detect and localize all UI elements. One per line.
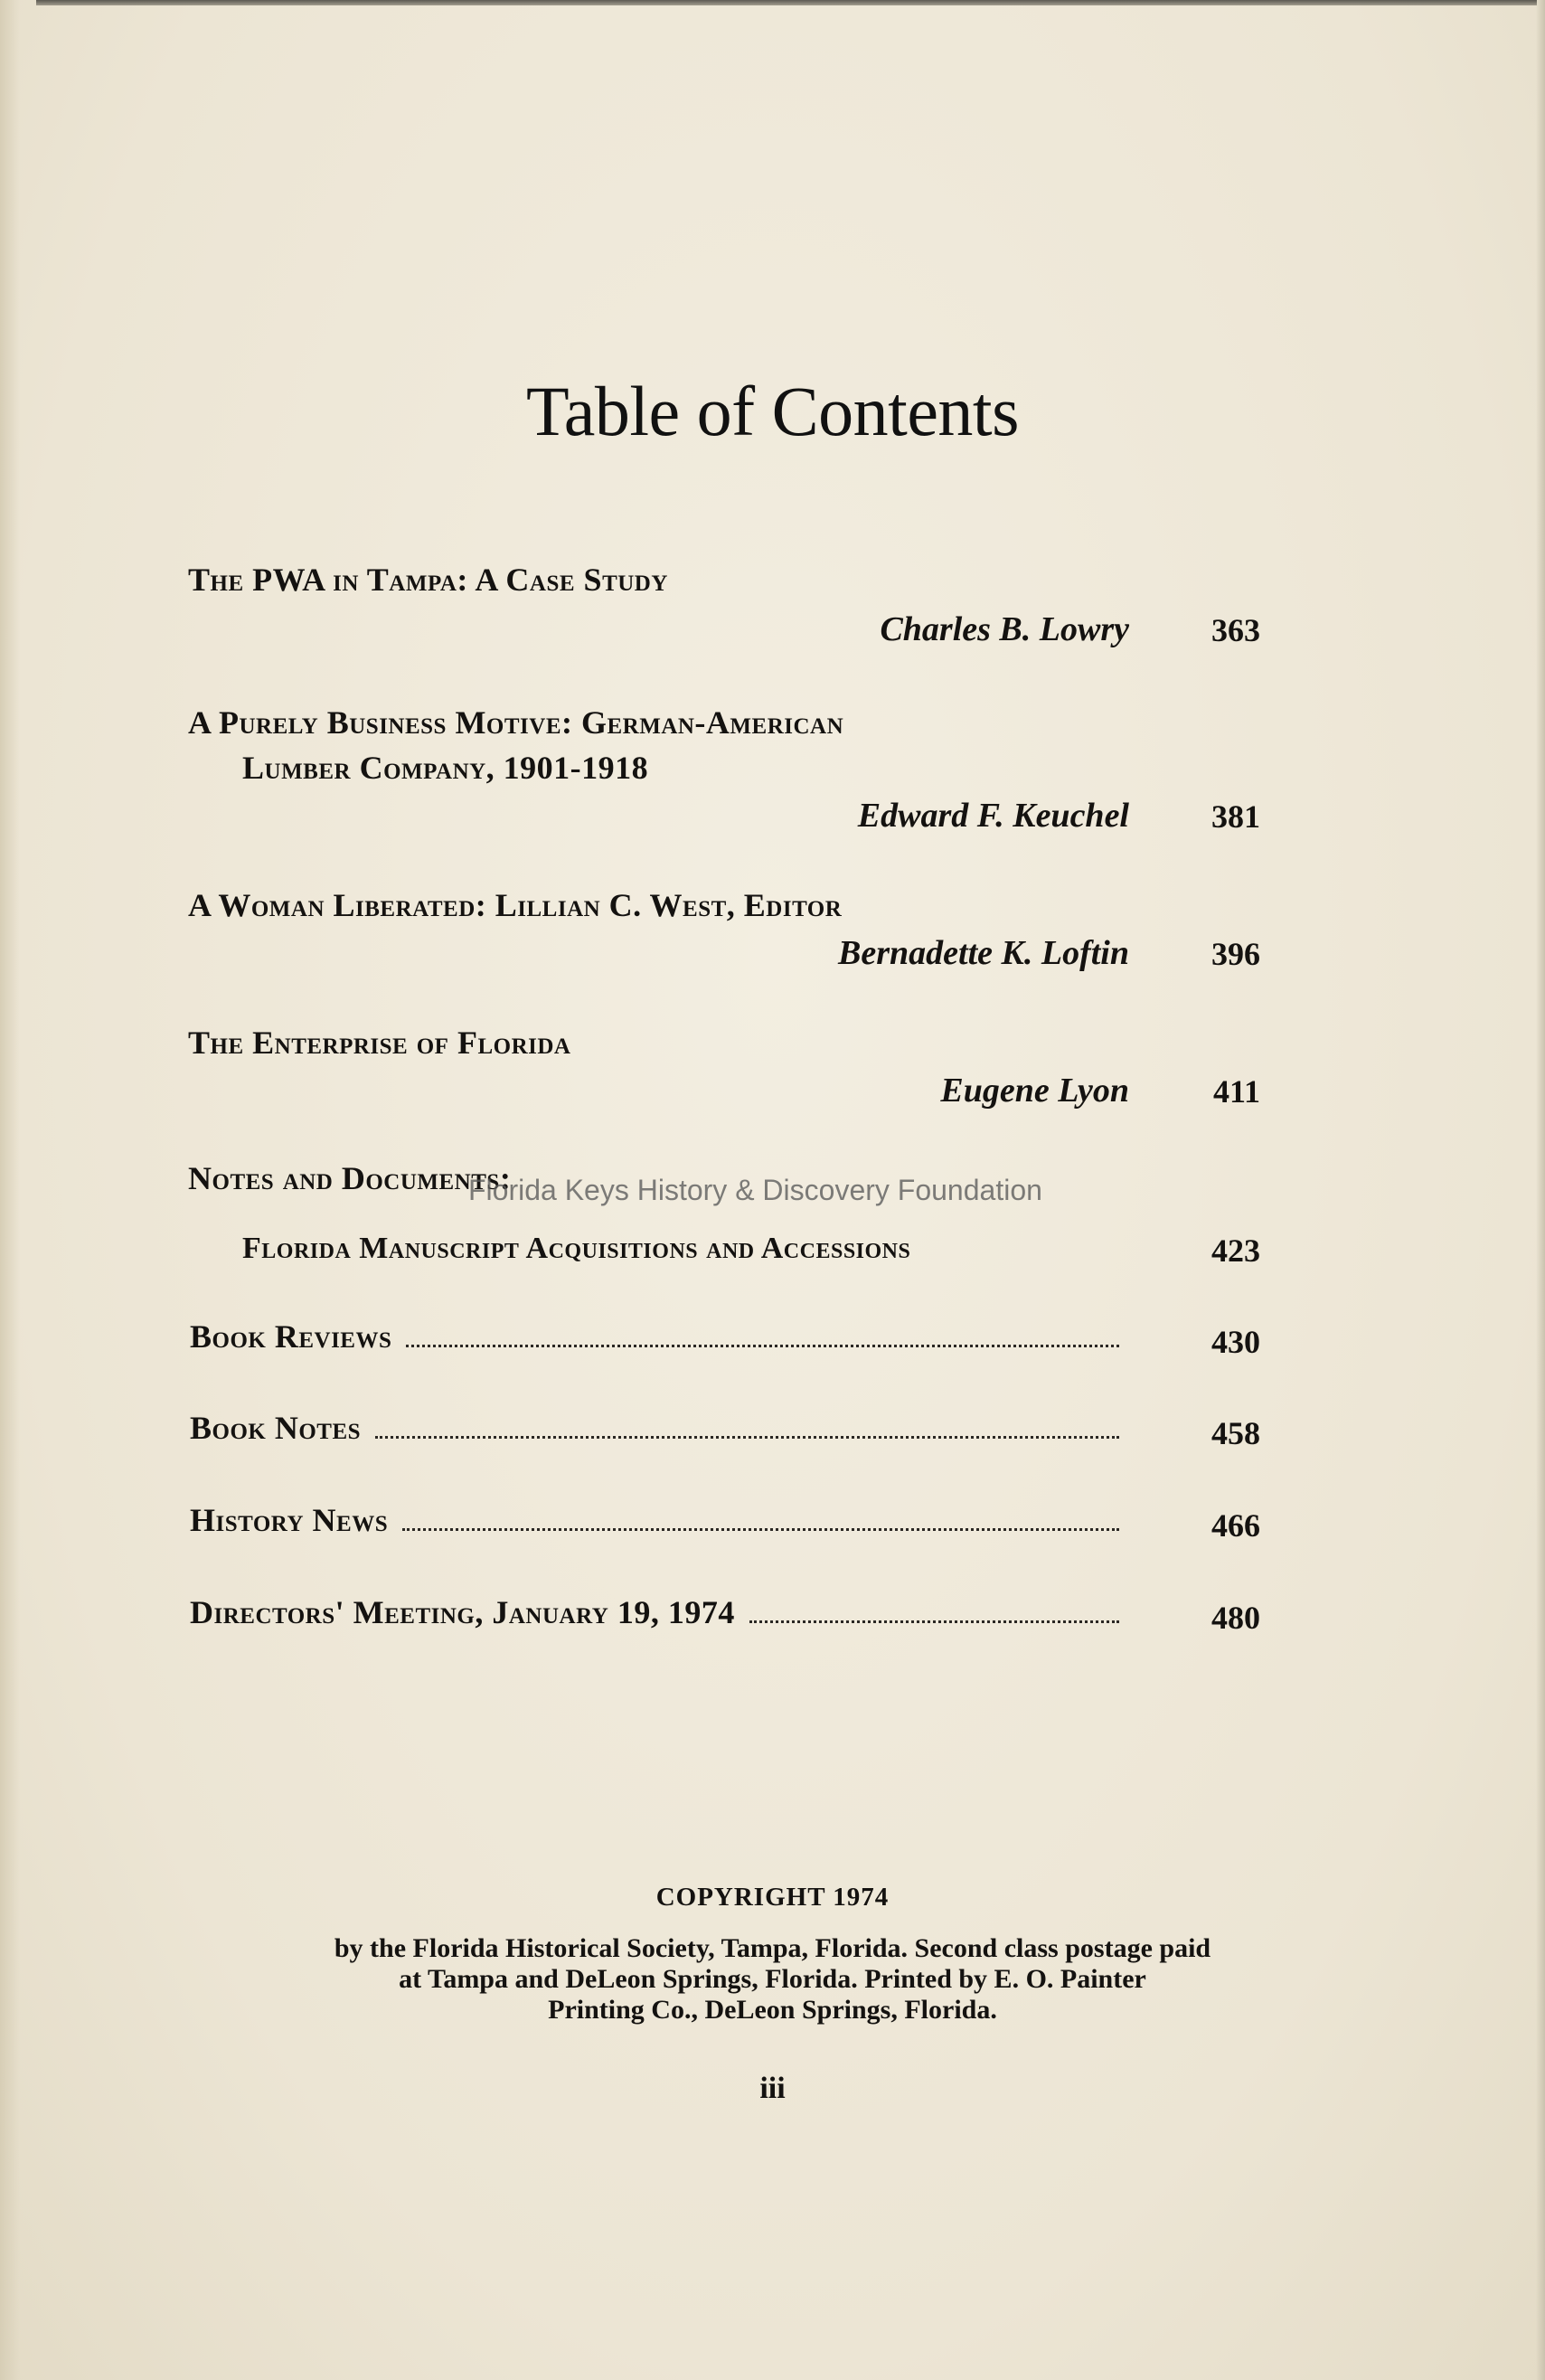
watermark: Florida Keys History & Discovery Foundation	[468, 1174, 1042, 1206]
section-row-book-reviews	[190, 1318, 1130, 1356]
notes-item-title: Florida Manuscript Acquisitions and Accessions	[242, 1232, 911, 1265]
dot-leader	[749, 1620, 1119, 1623]
section-title-book-notes: Book Notes	[190, 1410, 362, 1446]
entry-author-keuchel: Edward F. Keuchel	[857, 797, 1129, 835]
entry-title-pwa-tampa: The PWA in Tampa: A Case Study	[188, 562, 668, 598]
copyright-text	[181, 1933, 1364, 2026]
binding-shadow	[0, 0, 20, 2380]
entry-author-lowry: Charles B. Lowry	[880, 610, 1129, 648]
notes-heading: Notes and Documents:	[188, 1160, 512, 1196]
page-title: Table of Contents	[526, 372, 1019, 450]
dot-leader	[375, 1435, 1119, 1439]
entry-page-363: 363	[1211, 612, 1260, 648]
entry-title-business-motive-line1: A Purely Business Motive: German-American	[188, 704, 844, 741]
section-row-history-news	[190, 1501, 1130, 1540]
section-title-history-news: History News	[190, 1502, 389, 1538]
entry-author-lyon: Eugene Lyon	[940, 1072, 1129, 1110]
section-title-book-reviews: Book Reviews	[190, 1318, 392, 1355]
top-edge-rule	[36, 0, 1537, 5]
entry-author-loftin: Bernadette K. Loftin	[838, 934, 1129, 972]
copyright-line-1: by the Florida Historical Society, Tampa, Florida. Second class postage paid	[334, 1933, 1211, 1963]
notes-item-page: 423	[1211, 1232, 1260, 1269]
section-page-466: 466	[1211, 1507, 1260, 1544]
section-page-458: 458	[1211, 1415, 1260, 1451]
section-row-book-notes	[190, 1409, 1130, 1448]
section-page-430: 430	[1211, 1324, 1260, 1360]
dot-leader	[402, 1527, 1119, 1531]
copyright-line-3: Printing Co., DeLeon Springs, Florida.	[548, 1995, 997, 2025]
page-number: iii	[759, 2072, 786, 2105]
entry-page-381: 381	[1211, 798, 1260, 835]
entry-page-411: 411	[1212, 1073, 1260, 1110]
copyright-heading: COPYRIGHT 1974	[655, 1883, 890, 1912]
page-edge	[1536, 0, 1545, 2380]
entry-title-woman-liberated: A Woman Liberated: Lillian C. West, Editor	[188, 887, 843, 923]
dot-leader	[406, 1344, 1119, 1347]
section-title-directors-meeting: Directors' Meeting, January 19, 1974	[190, 1594, 735, 1630]
section-row-directors-meeting	[190, 1593, 1130, 1632]
copyright-line-2: at Tampa and DeLeon Springs, Florida. Printed by E. O. Painter	[399, 1964, 1146, 1994]
entry-title-business-motive-line2: Lumber Company, 1901-1918	[242, 750, 649, 786]
section-page-480: 480	[1211, 1600, 1260, 1636]
entry-page-396: 396	[1211, 936, 1260, 972]
entry-title-enterprise-florida: The Enterprise of Florida	[188, 1025, 571, 1061]
